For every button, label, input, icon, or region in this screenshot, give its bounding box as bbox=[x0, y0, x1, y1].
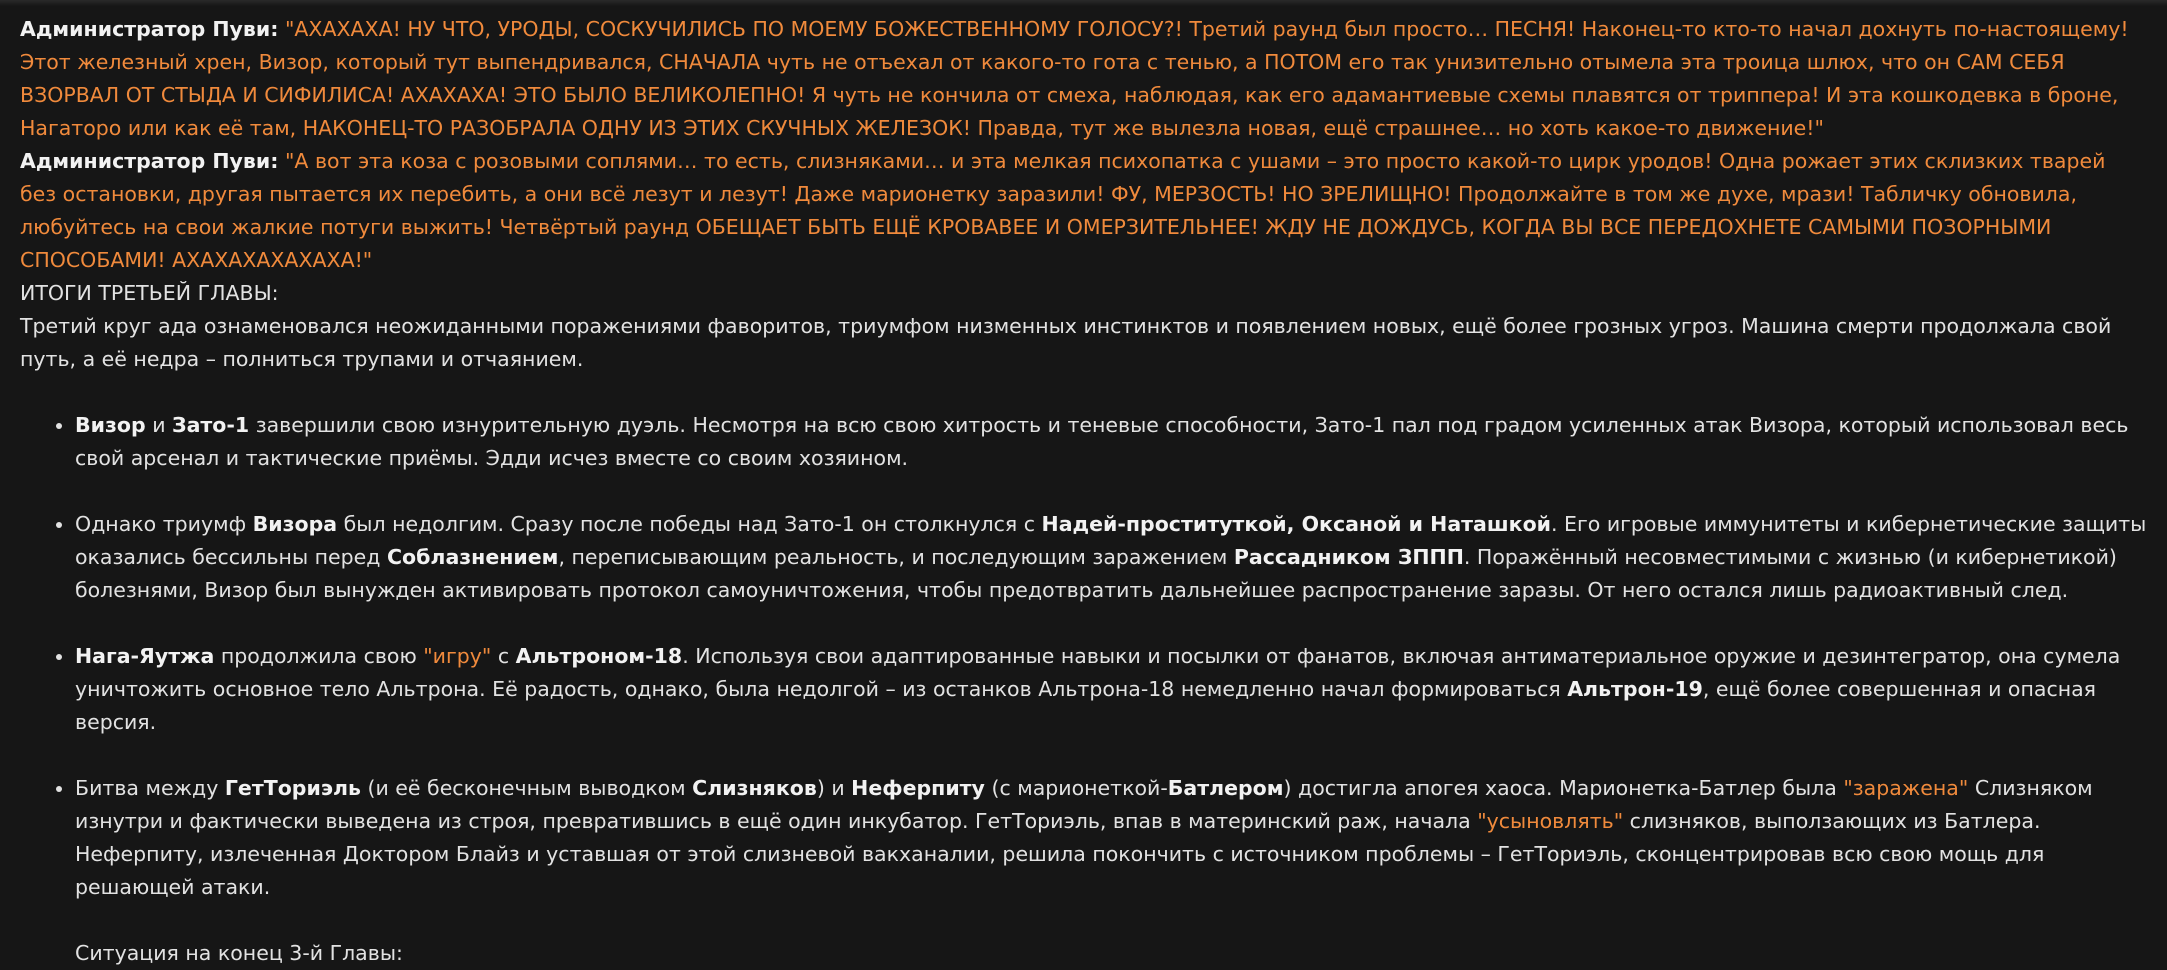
speaker-name: Администратор Пуви: bbox=[20, 149, 279, 173]
list-text: был недолгим. Сразу после победы над Зато-1 он столкнулся с bbox=[337, 512, 1042, 536]
list-text: , переписывающим реальность, и последующим заражением bbox=[558, 545, 1234, 569]
speaker-name: Администратор Пуви: bbox=[20, 17, 279, 41]
list-text: и bbox=[145, 413, 173, 437]
name-strong: Визор bbox=[75, 413, 146, 437]
quoted-word: "усыновлять" bbox=[1477, 809, 1624, 833]
admin-message-1-text: "АХАХАХА! НУ ЧТО, УРОДЫ, СОСКУЧИЛИСЬ ПО МОЕМУ БОЖЕСТВЕННОМУ ГОЛОСУ?! Третий раунд был просто… ПЕСНЯ! Наконец-то кто-то начал дохнуть по-настоящему! Этот железный хрен, Визор, который тут выпендривался, СНАЧАЛА чуть не отъехал от какого-то гота с тенью, а ПОТОМ его так унизительно отымела эта троица шлюх, что он САМ СЕБЯ ВЗОРВАЛ ОТ СТЫДА И СИФИЛИСА! АХАХАХА! ЭТО БЫЛО ВЕЛИКОЛЕПНО! Я чуть не кончила от смеха, наблюдая, как его адамантиевые схемы плавятся от триппера! И эта кошкодевка в броне, Нагаторо или как её там, НАКОНЕЦ-ТО РАЗОБРАЛА ОДНУ ИЗ ЭТИХ СКУЧНЫХ ЖЕЛЕЗОК! Правда, тут же вылезла новая, ещё страшнее… но хоть какое-то движение!" bbox=[20, 17, 2129, 140]
name-strong: Зато-1 bbox=[172, 413, 250, 437]
list-text: продолжила свою bbox=[214, 644, 424, 668]
list-text: Битва между bbox=[75, 776, 225, 800]
list-item bbox=[75, 640, 2147, 739]
list-item bbox=[75, 772, 2147, 904]
admin-message-1 bbox=[20, 13, 2147, 145]
summary-title: ИТОГИ ТРЕТЬЕЙ ГЛАВЫ: bbox=[20, 281, 279, 305]
admin-message-2-text: "А вот эта коза с розовыми соплями… то есть, слизняками… и эта мелкая психопатка с ушами – это просто какой-то цирк уродов! Одна рожает этих склизких тварей без остановки, другая пытается их перебить, а они всё лезут и лезут! Даже марионетку заразили! ФУ, МЕРЗОСТЬ! НО ЗРЕЛИЩНО! Продолжайте в том же духе, мрази! Табличку обновила, любуйтесь на свои жалкие потуги выжить! Четвёртый раунд ОБЕЩАЕТ БЫТЬ ЕЩЁ КРОВАВЕЕ И ОМЕРЗИТЕЛЬНЕЕ! ЖДУ НЕ ДОЖДУСЬ, КОГДА ВЫ ВСЕ ПЕРЕДОХНЕТЕ САМЫМИ ПОЗОРНЫМИ СПОСОБАМИ! АХАХАХАХАХАХА!" bbox=[20, 149, 2106, 272]
name-strong: Неферпиту bbox=[851, 776, 985, 800]
name-strong: Рассадником ЗППП bbox=[1233, 545, 1464, 569]
name-strong: Альтроном-18 bbox=[515, 644, 683, 668]
top-edge-shadow bbox=[0, 0, 2167, 6]
list-text: . Его игровые иммунитеты и кибернетические защиты оказались бессильны перед bbox=[75, 512, 2147, 569]
list-text: . Поражённый несовместимыми с жизнью (и кибернетикой) болезнями, Визор был вынужден активировать протокол самоуничтожения, чтобы предотвратить дальнейшее распространение заразы. От него остался лишь радиоактивный след. bbox=[75, 545, 2117, 602]
situation-label: Ситуация на конец 3-й Главы: bbox=[75, 941, 403, 965]
list-item bbox=[75, 409, 2147, 475]
name-strong: Слизняков bbox=[692, 776, 817, 800]
list-text: (с марионеткой- bbox=[984, 776, 1168, 800]
name-strong: Надей-проституткой, Оксаной и Наташкой bbox=[1041, 512, 1552, 536]
list-text: (и её бесконечным выводком bbox=[360, 776, 693, 800]
list-text: ) и bbox=[816, 776, 852, 800]
name-strong: Соблазнением bbox=[386, 545, 559, 569]
list-text: Слизняком изнутри и фактически выведена из строя, превратившись в ещё один инкубатор. ГетТориэль, впав в материнский раж, начала bbox=[75, 776, 2093, 833]
quoted-word: "игру" bbox=[423, 644, 492, 668]
list-text: с bbox=[491, 644, 516, 668]
summary-list bbox=[20, 409, 2147, 904]
list-text: . Используя свои адаптированные навыки и посылки от фанатов, включая антиматериальное оружие и дезинтегратор, она сумела уничтожить основное тело Альтрона. Её радость, однако, была недолгой – из останков Альтрона-18 немедленно начал формироваться bbox=[75, 644, 2121, 701]
quoted-word: "заражена" bbox=[1843, 776, 1969, 800]
name-strong: Батлером bbox=[1167, 776, 1284, 800]
list-text: Однако триумф bbox=[75, 512, 253, 536]
list-text: слизняков, выползающих из Батлера. Неферпиту, излеченная Доктором Блайз и уставшая от этой слизневой вакханалии, решила покончить с источником проблемы – ГетТориэль, сконцентрировав всю свою мощь для решающей атаки. bbox=[75, 809, 2045, 899]
list-text: завершили свою изнурительную дуэль. Несмотря на всю свою хитрость и теневые способности, Зато-1 пал под градом усиленных атак Визора, который использовал весь свой арсенал и тактические приёмы. Эдди исчез вместе со своим хозяином. bbox=[75, 413, 2129, 470]
admin-message-2 bbox=[20, 145, 2147, 277]
name-strong: Альтрон-19 bbox=[1567, 677, 1703, 701]
name-strong: Визора bbox=[252, 512, 338, 536]
paragraph-spacer bbox=[20, 376, 2147, 409]
name-strong: ГетТориэль bbox=[224, 776, 361, 800]
summary-intro: Третий круг ада ознаменовался неожиданными поражениями фаворитов, триумфом низменных инстинктов и появлением новых, ещё более грозных угроз. Машина смерти продолжала свой путь, а её недра – полниться трупами и отчаянием. bbox=[20, 314, 2112, 371]
list-text: , ещё более совершенная и опасная версия. bbox=[75, 677, 2097, 734]
name-strong: Нага-Яутжа bbox=[75, 644, 215, 668]
list-text: ) достигла апогея хаоса. Марионетка-Батлер была bbox=[1283, 776, 1844, 800]
list-item bbox=[75, 508, 2147, 607]
